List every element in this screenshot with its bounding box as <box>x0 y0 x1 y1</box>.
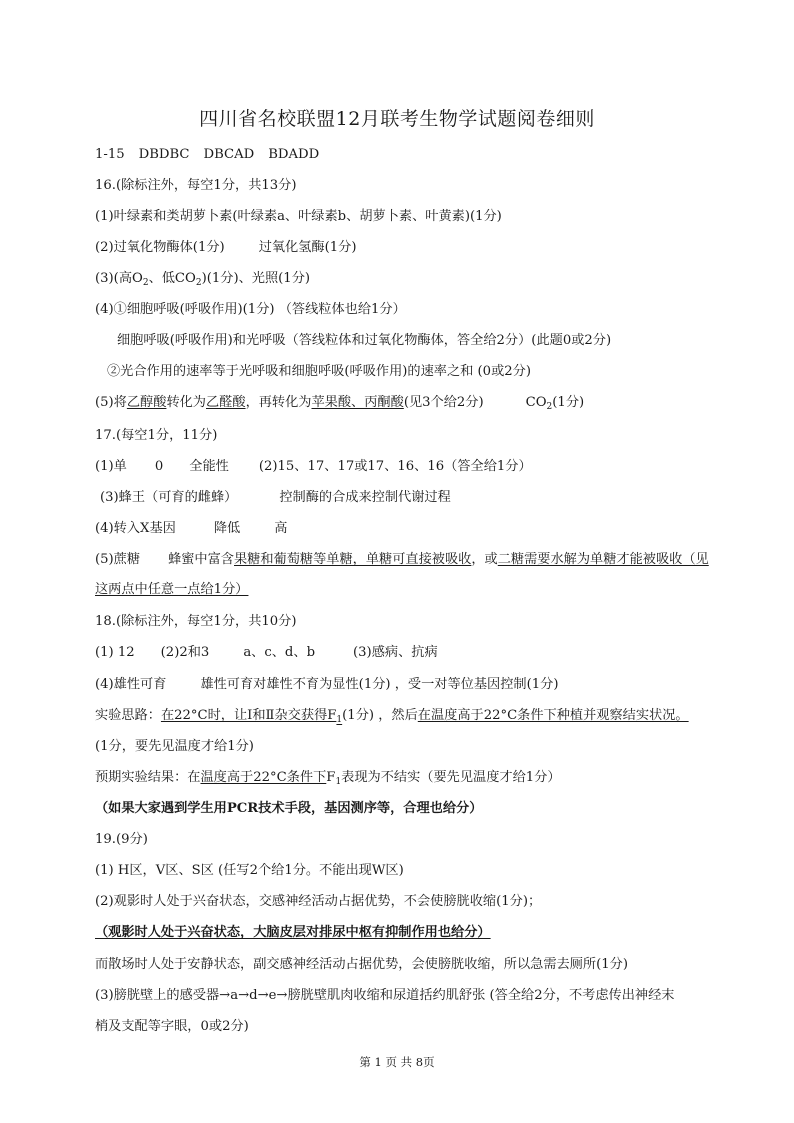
q16-part3-text-b: 、低CO <box>148 271 196 286</box>
q17-text: ，或 <box>471 552 498 567</box>
subscript: 2 <box>546 402 553 412</box>
q16-part5-underline: 苹果酸、丙酮酸 <box>311 395 404 410</box>
q17-part1 <box>95 457 532 477</box>
q18-idea-note: (1分，要先见温度才给1分) <box>95 739 254 754</box>
subscript: 2 <box>195 278 202 288</box>
q16-part4c: ②光合作用的速率等于光呼吸和细胞呼吸(呼吸作用)的速率之和 (0或2分) <box>107 364 531 379</box>
mc-group-3: BDADD <box>268 147 320 162</box>
q16-part5 <box>95 393 584 413</box>
q16-part5-text: (5)将 <box>95 395 127 410</box>
q17-part4 <box>95 519 287 539</box>
q18-prediction <box>95 768 561 788</box>
q18-heading: 18.(除标注外，每空1分，共10分) <box>95 614 297 629</box>
q18-part4 <box>95 675 559 695</box>
q16-part1: (1)叶绿素和类胡萝卜素(叶绿素a、叶绿素b、胡萝卜素、叶黄素)(1分) <box>95 209 502 224</box>
q19-bold-note: （观影时人处于兴奋状态，大脑皮层对排尿中枢有抑制作用也给分） <box>95 925 491 940</box>
q16-part3-text-c: )(1分)、光照(1分) <box>201 271 311 286</box>
page-title: 四川省名校联盟12月联考生物学试题阅卷细则 <box>199 108 595 130</box>
q19-part2-cont: 而散场时人处于安静状态，副交感神经活动占据优势，会使膀胱收缩，所以急需去厕所(1分) <box>95 957 628 972</box>
q18-answer: (2)2和3 <box>160 645 210 660</box>
q18-answer: (1) 12 <box>95 645 135 660</box>
q17-heading: 17.(每空1分，11分) <box>95 428 218 443</box>
q17-answer: (1)单 <box>95 459 127 474</box>
q17-answer: (4)转入X基因 <box>95 521 176 536</box>
q17-answer: 控制酶的合成来控制代谢过程 <box>279 490 451 505</box>
subscript: 1 <box>336 715 343 725</box>
q17-answer: 高 <box>274 521 288 536</box>
subscript: 2 <box>142 278 149 288</box>
q18-part1 <box>95 643 438 663</box>
q18-text: 表现为不结实（要先见温度才给1分） <box>341 770 561 785</box>
q18-underline: 在温度高于22°C条件下种植并观察结实状况。 <box>417 708 689 723</box>
q18-text: 实验思路： <box>95 708 161 723</box>
q16-part4b: 细胞呼吸(呼吸作用)和光呼吸（答线粒体和过氧化物酶体，答全给2分）(此题0或2分) <box>117 333 612 348</box>
q16-part3 <box>95 269 310 289</box>
q17-answer: (5)蔗糖 <box>95 552 141 567</box>
q17-underline: 果糖和葡萄糖等单糖，单糖可直接被吸收 <box>234 552 472 567</box>
q17-part3 <box>100 488 451 508</box>
q18-answer: (3)感病、抗病 <box>353 645 438 660</box>
mc-group-1: DBDBC <box>138 147 190 162</box>
q18-underline: 温度高于22°C条件下 <box>200 770 327 785</box>
q17-part5 <box>95 550 709 570</box>
q18-text: 预期实验结果：在 <box>95 770 201 785</box>
q16-part2a: (2)过氧化物酶体(1分) <box>95 240 225 255</box>
q17-answer: (2)15、17、17或17、16、16（答全给1分） <box>258 459 532 474</box>
q16-part4a: (4)①细胞呼吸(呼吸作用)(1分) （答线粒体也给1分） <box>95 302 406 317</box>
q18-text: F <box>326 770 336 785</box>
q18-text: (1分) ，然后 <box>342 708 418 723</box>
q18-experiment-idea <box>95 706 689 726</box>
mc-range: 1-15 <box>95 147 125 162</box>
q16-part5-underline: 乙醛酸 <box>206 395 246 410</box>
mc-group-2: DBCAD <box>203 147 255 162</box>
subscript: 1 <box>335 777 342 787</box>
q16-part5-text: 转化为 <box>166 395 206 410</box>
q18-answer: 雄性可育对雄性不育为显性(1分) ，受一对等位基因控制(1分) <box>200 677 559 692</box>
q19-part2: (2)观影时人处于兴奋状态，交感神经活动占据优势，不会使膀胱收缩(1分)； <box>95 894 542 909</box>
q17-answer: 0 <box>154 459 164 474</box>
q17-part5-cont <box>95 580 248 600</box>
q19-heading: 19.(9分) <box>95 832 148 847</box>
q16-part5-co2: CO <box>525 395 547 410</box>
q17-answer: (3)蜂王（可育的雌蜂） <box>100 490 238 505</box>
q16-heading: 16.(除标注外，每空1分，共13分) <box>95 178 297 193</box>
q17-answer: 降低 <box>213 521 241 536</box>
q17-text: 蜂蜜中富含 <box>168 552 234 567</box>
q16-part2 <box>95 238 357 258</box>
q19-part3-cont: 梢及支配等字眼，0或2分) <box>95 1019 249 1034</box>
q19-part1: (1) H区，V区、S区 (任写2个给1分。不能出现W区) <box>95 863 404 878</box>
q19-part3: (3)膀胱壁上的感受器→a→d→e→膀胱壁肌肉收缩和尿道括约肌舒张 (答全给2分，不考虑传出神经末 <box>95 988 675 1003</box>
q16-part3-text-a: (3)(高O <box>95 271 143 286</box>
q17-answer: 全能性 <box>189 459 229 474</box>
q16-part2b: 过氧化氢酶(1分) <box>258 240 357 255</box>
page-footer: 第 1 页 共 8页 <box>359 1055 435 1069</box>
q17-underline: 二糖需要水解为单糖才能被吸收（见 <box>497 552 709 567</box>
q18-bold-note: （如果大家遇到学生用PCR技术手段，基因测序等，合理也给分） <box>95 801 483 816</box>
mc-answers <box>95 145 319 165</box>
q18-answer: (4)雄性可育 <box>95 677 167 692</box>
q16-part5-text: (1分) <box>552 395 585 410</box>
q16-part5-text: (见3个给2分) <box>403 395 484 410</box>
q16-part5-underline: 乙醇酸 <box>126 395 167 410</box>
q18-underline: 在22°C时，让Ⅰ和Ⅱ杂交获得F <box>160 708 337 723</box>
q17-underline: 这两点中任意一点给1分） <box>95 582 249 597</box>
q18-answer: a、c、d、b <box>243 645 316 660</box>
q16-part5-text: ，再转化为 <box>245 395 312 410</box>
